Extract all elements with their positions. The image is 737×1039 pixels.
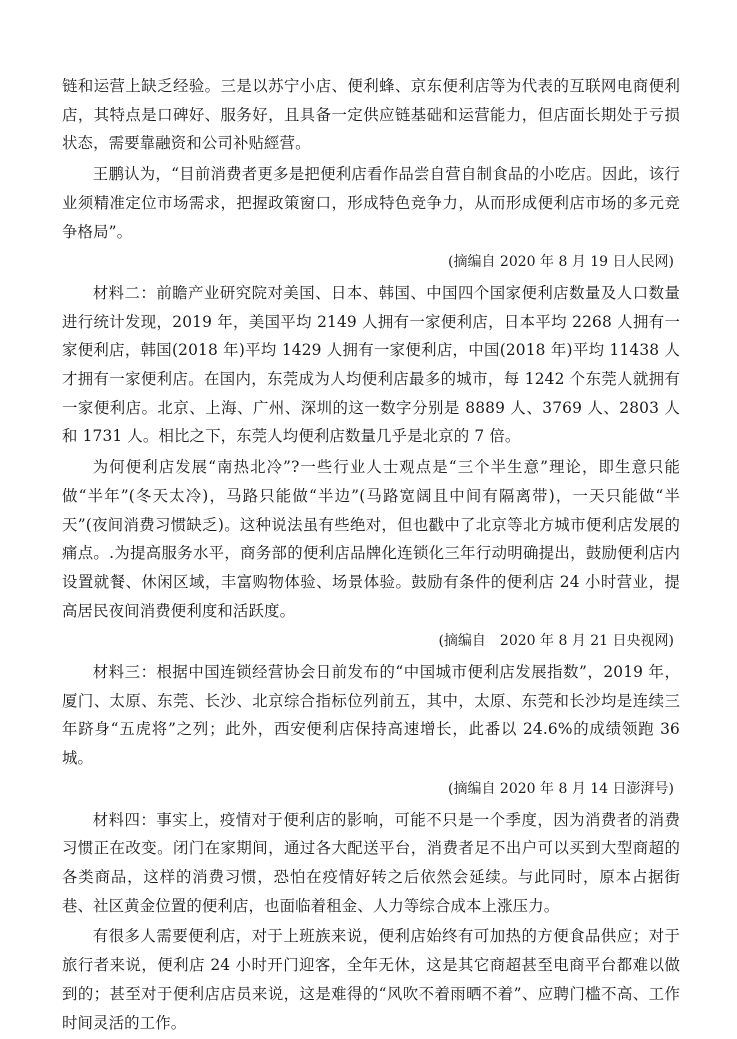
paragraph-material-two: 材料二：前瞻产业研究院对美国、日本、韩国、中国四个国家便利店数量及人口数量进行统计发现，2019 年，美国平均 2149 人拥有一家便利店，日本平均 2268 人拥有一家便利店，韩国(2018 年)平均 1429 人拥有一家便利店，中国(2018 年)平均 11438 人才拥有一家便利店。在国内，东莞成为人均便利店最多的城市，每 1242 个东莞人就拥有一家便利店。北京、上海、广州、深圳的这一数字分别是 8889 人、3769 人、2803 人和 1731 人。相比之下，东莞人均便利店数量几乎是北京的 7 倍。 bbox=[62, 283, 680, 446]
paragraph-continuation: 链和运营上缺乏经验。三是以苏宁小店、便利蜂、京东便利店等为代表的互联网电商便利店，其特点是口碑好、服务好，且具备一定供应链基础和运营能力，但店面长期处于亏损状态，需要靠融资和公司补贴經营。 bbox=[62, 77, 680, 153]
paragraph-material-three: 材料三：根据中国连锁经营协会日前发布的“中国城市便利店发展指数”，2019 年，厦门、太原、东莞、长沙、北京综合指标位列前五，其中，太原、东莞和长沙均是连续三年跻身“五虎将”之列；此外，西安便利店保持高速增长，此番以 24.6%的成绩领跑 36 城。 bbox=[62, 663, 680, 768]
paragraph-wang-peng-quote: 王鹏认为，“目前消费者更多是把便利店看作品尝自营自制食品的小吃店。因此，该行业须精准定位市场需求，把握政策窗口，形成特色竞争力，从而形成便利店市场的多元竞争格局”。 bbox=[62, 165, 680, 241]
paragraph-need-convenience-store: 有很多人需要便利店，对于上班族来说，便利店始终有可加热的方便食品供应；对于旅行者来说，便利店 24 小时开门迎客，全年无休，这是其它商超甚至电商平台都难以做到的；甚至对于便利店店员来说，这是难得的“风吹不着雨晒不着”、应聘门槛不高、工作时间灵活的工作。 bbox=[62, 927, 680, 1032]
source-citation-renminwang: (摘编自 2020 年 8 月 19 日人民网) bbox=[448, 254, 674, 271]
source-citation-cctv: (摘编自 2020 年 8 月 21 日央视网) bbox=[438, 633, 674, 650]
document-page bbox=[62, 72, 680, 1039]
source-citation-thepaper: (摘编自 2020 年 8 月 14 日澎湃号) bbox=[448, 780, 674, 797]
paragraph-south-hot-north-cold: 为何便利店发展“南热北冷”?一些行业人士观点是“三个半生意”理论，即生意只能做“半年”(冬天太冷)，马路只能做“半边”(马路宽阔且中间有隔离带)，一天只能做“半天”(夜间消费习惯缺乏)。这种说法虽有些绝对，但也戳中了北京等北方城市便利店发展的痛点。.为提高服务水平，商务部的便利店品牌化连锁化三年行动明确提出，鼓励便利店内设置就餐、休闲区域，丰富购物体验、场景体验。鼓励有条件的便利店 24 小时营业，提高居民夜间消费便利度和活跃度。 bbox=[62, 458, 680, 620]
paragraph-material-four: 材料四：事实上，疫情对于便利店的影响，可能不只是一个季度，因为消费者的消费习惯正在改变。闭门在家期间，通过各大配送平台，消费者足不出户可以买到大型商超的各类商品，这样的消费习惯，恐怕在疫情好转之后依然会延续。与此同时，原本占据街巷、社区黄金位置的便利店，也面临着租金、人力等综合成本上涨压力。 bbox=[62, 810, 680, 915]
